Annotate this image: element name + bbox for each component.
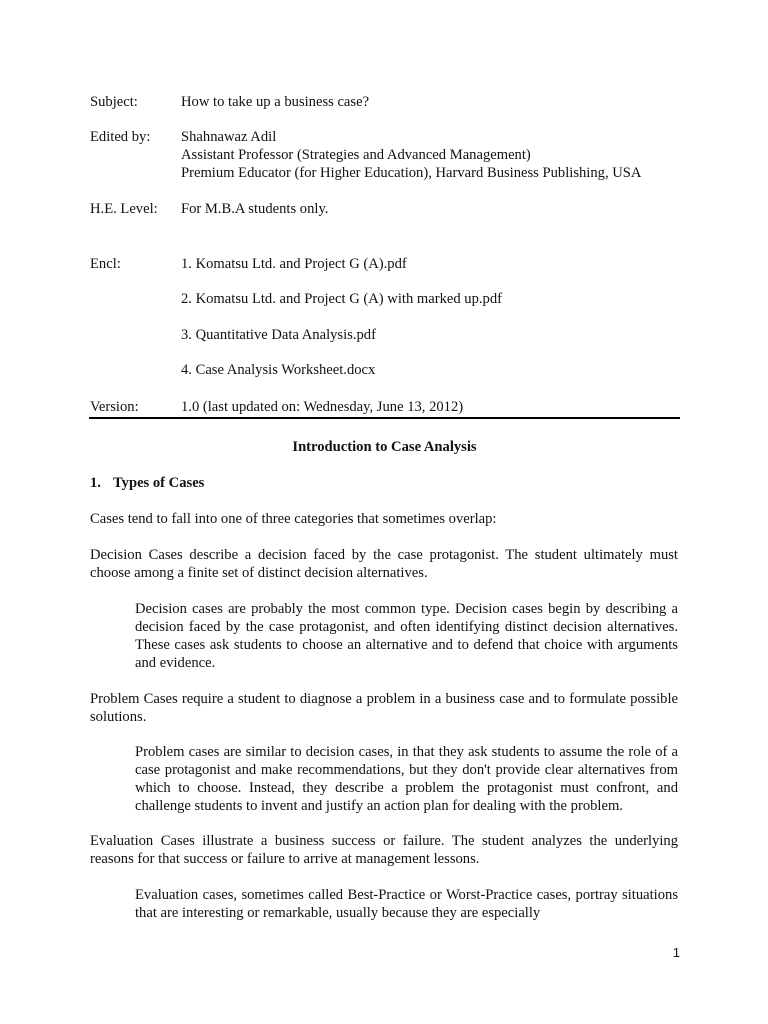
intro-paragraph: Cases tend to fall into one of three categories that sometimes overlap: (90, 511, 497, 527)
he-level-label: H.E. Level: (90, 201, 158, 217)
evaluation-cases-detail: Evaluation cases, sometimes called Best-Practice or Worst-Practice cases, portray situations that are interesting or remarkable, usually because they are especially (135, 887, 678, 921)
editor-title: Assistant Professor (Strategies and Advanced Management) (181, 147, 531, 163)
enclosure-item: 1. Komatsu Ltd. and Project G (A).pdf (181, 256, 407, 272)
subject-label: Subject: (90, 94, 138, 110)
version-value: 1.0 (last updated on: Wednesday, June 13, 2012) (181, 399, 464, 415)
he-level-value: For M.B.A students only. (181, 201, 329, 217)
enclosure-item: 2. Komatsu Ltd. and Project G (A) with marked up.pdf (181, 291, 502, 307)
enclosure-item: 3. Quantitative Data Analysis.pdf (181, 327, 376, 343)
edited-by-label: Edited by: (90, 129, 151, 145)
version-label: Version: (90, 399, 139, 415)
section-number: 1. (90, 475, 101, 491)
document-title: Introduction to Case Analysis (292, 439, 477, 455)
decision-cases-paragraph: Decision Cases describe a decision faced by the case protagonist. The student ultimately must choose among a finite set of distinct decision alternatives. (90, 547, 678, 581)
decision-cases-detail: Decision cases are probably the most common type. Decision cases begin by describing a decision faced by the case protagonist, and often identifying distinct decision alternatives. These cases ask students to choose an alternative and to defend that choice with arguments and evidence. (135, 601, 678, 671)
subject-value: How to take up a business case? (181, 94, 370, 110)
editor-details (181, 128, 681, 182)
evaluation-cases-paragraph: Evaluation Cases illustrate a business success or failure. The student analyzes the underlying reasons for that success or failure to arrive at management lessons. (90, 833, 678, 867)
editor-affiliation: Premium Educator (for Higher Education), Harvard Business Publishing, USA (181, 165, 642, 181)
page-number: 1 (672, 945, 680, 960)
section-title: Types of Cases (113, 475, 205, 491)
encl-label: Encl: (90, 256, 121, 272)
enclosure-item: 4. Case Analysis Worksheet.docx (181, 362, 376, 378)
editor-name: Shahnawaz Adil (181, 129, 277, 145)
section-heading (90, 474, 204, 492)
header-divider (89, 417, 680, 419)
problem-cases-paragraph: Problem Cases require a student to diagnose a problem in a business case and to formulate possible solutions. (90, 691, 678, 725)
problem-cases-detail: Problem cases are similar to decision cases, in that they ask students to assume the role of a case protagonist and make recommendations, but they don't provide clear alternatives from which to choose. Instead, they describe a problem the protagonist must confront, and challenge students to invent and justify an action plan for dealing with the problem. (135, 744, 678, 814)
